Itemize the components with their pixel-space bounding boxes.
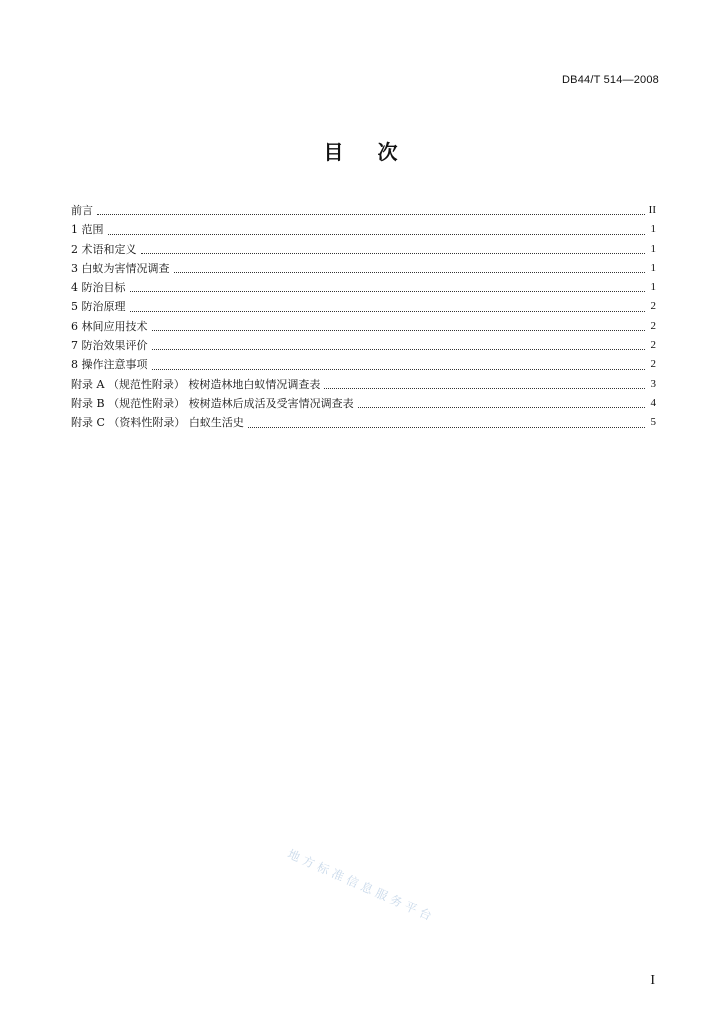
toc-entry[interactable] xyxy=(71,220,656,239)
toc-entry-label: 6 林间应用技术 xyxy=(71,319,148,333)
toc-entry[interactable] xyxy=(71,375,656,394)
toc-dot-leader xyxy=(152,369,646,370)
toc-entry[interactable] xyxy=(71,297,656,316)
toc-entry[interactable] xyxy=(71,413,656,432)
toc-entry[interactable] xyxy=(71,201,656,220)
toc-dot-leader xyxy=(141,253,646,254)
toc-entry[interactable] xyxy=(71,394,656,413)
toc-entry[interactable] xyxy=(71,278,656,297)
toc-entry-label: 8 操作注意事项 xyxy=(71,358,148,372)
toc-dot-leader xyxy=(324,388,645,389)
toc-dot-leader xyxy=(358,407,645,408)
page-title: 目次 xyxy=(323,140,432,164)
toc-entry-page: 1 xyxy=(650,223,656,236)
standard-code: DB44/T 514—2008 xyxy=(562,74,659,86)
toc-entry-page: 2 xyxy=(650,358,656,371)
toc-entry[interactable] xyxy=(71,259,656,278)
toc-entry-label: 附录 B （规范性附录） 桉树造林后成活及受害情况调查表 xyxy=(71,396,354,410)
toc-entry-label: 附录 C （资料性附录） 白蚁生活史 xyxy=(71,416,244,430)
toc-entry-page: 5 xyxy=(650,416,656,429)
toc-entry[interactable] xyxy=(71,336,656,355)
toc-entry-page: 4 xyxy=(650,396,656,409)
toc-dot-leader xyxy=(248,427,645,428)
toc-entry-label: 2 术语和定义 xyxy=(71,242,137,256)
toc-entry-label: 4 防治目标 xyxy=(71,281,126,295)
toc-entry-page: 1 xyxy=(650,242,656,255)
toc-entry-label: 1 范围 xyxy=(71,223,104,237)
toc-entry-label: 5 防治原理 xyxy=(71,300,126,314)
toc-dot-leader xyxy=(130,311,646,312)
toc-dot-leader xyxy=(108,234,646,235)
toc-entry[interactable] xyxy=(71,355,656,374)
toc-dot-leader xyxy=(174,272,646,273)
toc-dot-leader xyxy=(97,214,645,215)
toc-dot-leader xyxy=(152,349,646,350)
toc-entry-label: 前言 xyxy=(71,204,93,217)
toc-entry-page: 1 xyxy=(650,261,656,274)
footer-page-number: I xyxy=(650,973,655,988)
toc-entry[interactable] xyxy=(71,240,656,259)
toc-entry-label: 3 白蚁为害情况调查 xyxy=(71,261,170,275)
toc-dot-leader xyxy=(152,330,646,331)
table-of-contents xyxy=(71,201,656,433)
toc-entry-page: 1 xyxy=(650,281,656,294)
toc-dot-leader xyxy=(130,291,646,292)
toc-entry-page: 2 xyxy=(650,300,656,313)
toc-entry-page: 2 xyxy=(650,319,656,332)
toc-entry-label: 附录 A （规范性附录） 桉树造林地白蚁情况调查表 xyxy=(71,377,321,391)
watermark-text: 地方标准信息服务平台 xyxy=(285,846,438,925)
toc-entry-page: II xyxy=(648,204,656,216)
toc-entry-page: 3 xyxy=(650,377,656,390)
toc-entry[interactable] xyxy=(71,317,656,336)
toc-entry-page: 2 xyxy=(650,339,656,352)
toc-entry-label: 7 防治效果评价 xyxy=(71,339,148,353)
